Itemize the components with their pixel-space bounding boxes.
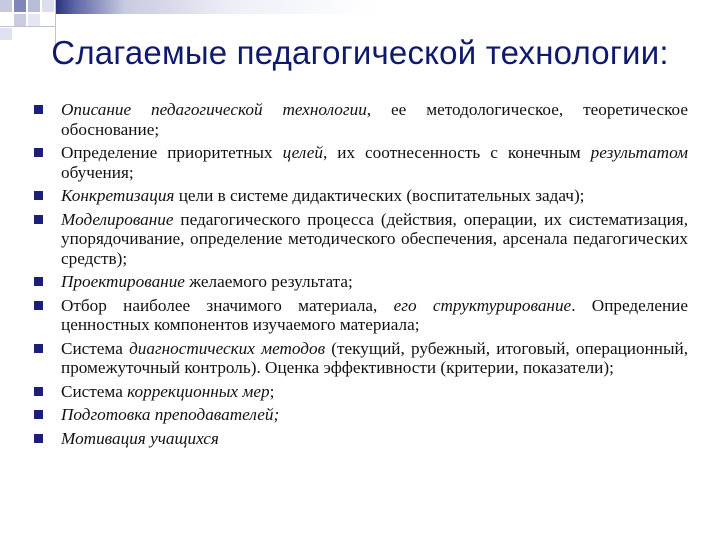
decor-square xyxy=(42,0,54,12)
list-item xyxy=(34,143,688,182)
list-item xyxy=(34,272,688,292)
item-text: . Определение ценностных компонентов изучаемого материала; xyxy=(61,295,688,334)
list-item xyxy=(34,186,688,206)
square-bullet-icon xyxy=(34,215,43,224)
list-item xyxy=(34,382,688,402)
list-item xyxy=(34,339,688,378)
square-bullet-icon xyxy=(34,344,43,353)
square-bullet-icon xyxy=(34,410,43,419)
emphasized-text: коррекционных мер xyxy=(127,381,270,401)
item-text: (текущий, рубежный, итоговый, операционный, промежуточный контроль). Оценка эффективности (критерии, показатели); xyxy=(61,338,689,377)
decor-square xyxy=(14,0,26,12)
decor-square xyxy=(28,14,40,26)
bullet-list xyxy=(34,100,688,452)
decor-square xyxy=(0,0,12,12)
emphasized-text: Проектирование xyxy=(61,272,185,291)
emphasized-text: диагностических методов xyxy=(129,338,326,358)
emphasized-text: Описание педагогической технологии xyxy=(61,100,367,119)
item-text: педагогического процесса (действия, операции, их систематизация, упорядочивание, определение методического обеспечения, арсенала педагогических средств); xyxy=(61,209,688,268)
list-item xyxy=(34,405,688,425)
list-item xyxy=(34,429,688,449)
item-text: Отбор наиболее значимого материала, xyxy=(61,295,394,315)
decor-square xyxy=(28,0,40,12)
item-text: желаемого результата; xyxy=(184,272,353,291)
item-text: Определение приоритетных xyxy=(61,143,283,162)
square-bullet-icon xyxy=(34,434,43,443)
item-text: цели в системе дидактических (воспитательных задач); xyxy=(174,186,585,205)
item-text: , их соотнесенность с конечным xyxy=(322,143,591,162)
emphasized-text: его структурирование xyxy=(393,295,572,315)
emphasized-text: Конкретизация xyxy=(61,186,175,205)
square-bullet-icon xyxy=(34,387,43,396)
square-bullet-icon xyxy=(34,277,43,286)
list-item xyxy=(34,296,688,335)
list-item xyxy=(34,100,688,139)
emphasized-text: целей xyxy=(282,143,323,162)
item-text: , ее методологическое, теоретическое обоснование; xyxy=(61,100,688,139)
item-text: обучения; xyxy=(61,162,134,182)
slide-title: Слагаемые педагогической технологии: xyxy=(51,34,669,71)
item-text: Система xyxy=(61,338,130,358)
emphasized-text: Подготовка преподавателей; xyxy=(61,405,280,424)
item-text: Система xyxy=(61,381,128,401)
square-bullet-icon xyxy=(34,301,43,310)
decor-square xyxy=(14,14,26,26)
square-bullet-icon xyxy=(34,148,43,157)
emphasized-text: Мотивация учащихся xyxy=(61,428,219,448)
decorative-horizontal-line xyxy=(0,26,55,27)
item-text: ; xyxy=(269,381,275,401)
emphasized-text: результатом xyxy=(590,143,689,162)
emphasized-text: Моделирование xyxy=(61,209,174,229)
square-bullet-icon xyxy=(34,191,43,200)
square-bullet-icon xyxy=(34,105,43,114)
list-item xyxy=(34,210,688,269)
header-gradient-bar xyxy=(55,0,720,14)
